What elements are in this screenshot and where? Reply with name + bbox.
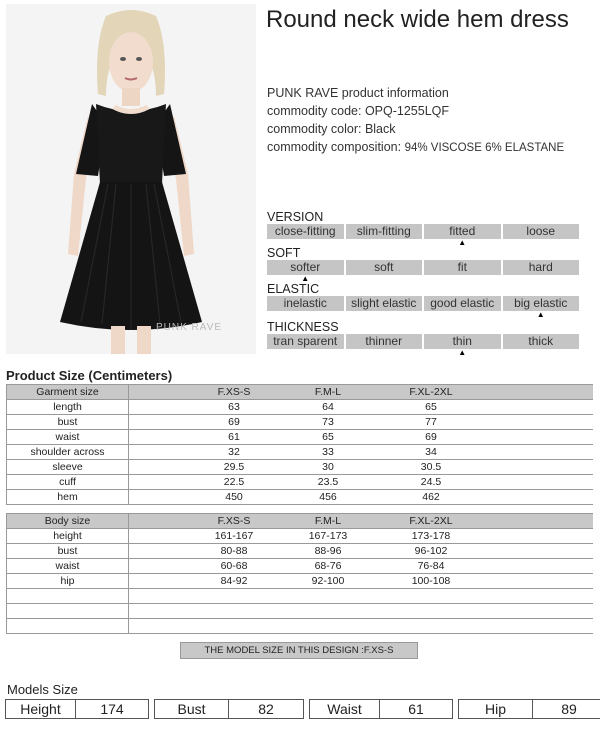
size-cell: 92-100: [311, 575, 345, 587]
product-info: [267, 84, 564, 156]
garment-size-table: [6, 384, 593, 505]
size-cell: 63: [228, 401, 240, 413]
size-cell: 60-68: [220, 560, 248, 572]
attr-option: good elastic: [424, 296, 501, 311]
models-size-key: Bust: [155, 700, 229, 718]
size-cell: 100-108: [411, 575, 451, 587]
size-cell: 462: [422, 491, 440, 503]
models-size-key: Waist: [310, 700, 380, 718]
models-size-hip: [458, 699, 600, 719]
selected-marker-icon: ▲: [458, 238, 467, 247]
marker-slot: [346, 311, 423, 319]
attr-label: VERSION: [267, 210, 324, 224]
row-values: [129, 415, 594, 430]
attr-label: SOFT: [267, 246, 301, 260]
product-size-unit: (Centimeters): [88, 368, 173, 383]
row-values: [129, 490, 594, 505]
models-size-row: [5, 699, 600, 719]
row-label: shoulder across: [7, 445, 129, 460]
brand-line: PUNK RAVE product information: [267, 86, 449, 100]
table-row: [7, 604, 594, 619]
size-cell: 77: [425, 416, 437, 428]
table-row: [7, 559, 594, 574]
product-photo: [6, 4, 256, 354]
row-values: [129, 529, 594, 544]
size-cell: 32: [228, 446, 240, 458]
row-values: [129, 619, 594, 634]
size-cell: 23.5: [317, 476, 339, 488]
attr-thickness: [267, 320, 579, 357]
size-cell: 33: [322, 446, 334, 458]
size-cell: 64: [322, 401, 334, 413]
row-values: [129, 445, 594, 460]
size-cell: 80-88: [220, 545, 248, 557]
row-label: height: [7, 529, 129, 544]
row-values: [129, 574, 594, 589]
models-size-height: [5, 699, 149, 719]
commodity-composition: [267, 138, 564, 156]
size-cell: F.M-L: [314, 386, 342, 398]
models-size-value: 174: [100, 701, 124, 717]
row-label: waist: [7, 559, 129, 574]
models-size-key: Hip: [459, 700, 533, 718]
row-label: bust: [7, 544, 129, 559]
marker-slot: [346, 349, 423, 357]
models-size-value: 89: [561, 701, 577, 717]
size-cell: 167-173: [308, 530, 348, 542]
marker-slot: [267, 349, 344, 357]
attr-version: [267, 210, 579, 247]
size-cell: 65: [425, 401, 437, 413]
attr-marks: [267, 311, 579, 319]
attr-option: slim-fitting: [346, 224, 423, 239]
size-cell: F.XS-S: [217, 386, 251, 398]
attr-option: inelastic: [267, 296, 344, 311]
row-label: [7, 619, 129, 634]
table-row: [7, 574, 594, 589]
row-label: bust: [7, 415, 129, 430]
attr-option: hard: [503, 260, 580, 275]
size-cell: F.XL-2XL: [409, 386, 453, 398]
models-size-key: Height: [6, 700, 76, 718]
model-size-note: THE MODEL SIZE IN THIS DESIGN :F.XS-S: [180, 642, 418, 659]
size-cell: F.M-L: [314, 515, 342, 527]
body-size-table: [6, 513, 593, 634]
size-cell: 69: [425, 431, 437, 443]
row-values: [129, 559, 594, 574]
row-values: [129, 604, 594, 619]
row-label: [7, 589, 129, 604]
row-label: Garment size: [7, 385, 129, 400]
attr-option: tran sparent: [267, 334, 344, 349]
attr-option: slight elastic: [346, 296, 423, 311]
attr-elastic: [267, 282, 579, 319]
row-label: cuff: [7, 475, 129, 490]
row-label: Body size: [7, 514, 129, 529]
size-cell: 88-96: [314, 545, 342, 557]
composition-label: commodity composition:: [267, 140, 402, 154]
attr-option: big elastic: [503, 296, 580, 311]
row-label: waist: [7, 430, 129, 445]
table-row: [7, 460, 594, 475]
attr-soft: [267, 246, 579, 283]
size-cell: 161-167: [214, 530, 254, 542]
attr-option: thinner: [346, 334, 423, 349]
models-size-value: 82: [258, 701, 274, 717]
row-label: [7, 604, 129, 619]
size-cell: 68-76: [314, 560, 342, 572]
selected-marker-icon: ▲: [536, 310, 545, 319]
table-row: [7, 400, 594, 415]
attr-label: THICKNESS: [267, 320, 339, 334]
size-cell: 30.5: [420, 461, 442, 473]
table-row: [7, 475, 594, 490]
table-row: [7, 430, 594, 445]
row-values: [129, 475, 594, 490]
row-values: [129, 589, 594, 604]
size-cell: 61: [228, 431, 240, 443]
attr-option: thick: [503, 334, 580, 349]
row-label: hem: [7, 490, 129, 505]
marker-slot: [267, 311, 344, 319]
row-values: [129, 460, 594, 475]
selected-marker-icon: ▲: [301, 274, 310, 283]
product-size-heading: Product Size: [6, 368, 85, 383]
size-cell: 69: [228, 416, 240, 428]
row-values: [129, 385, 594, 400]
size-cell: 73: [322, 416, 334, 428]
table-row: [7, 445, 594, 460]
models-size-waist: [309, 699, 453, 719]
table-row: [7, 544, 594, 559]
marker-slot: [503, 349, 580, 357]
product-title: Round neck wide hem dress: [266, 6, 569, 33]
size-cell: 173-178: [411, 530, 451, 542]
size-cell: F.XL-2XL: [409, 515, 453, 527]
row-values: [129, 544, 594, 559]
models-size-bust: [154, 699, 304, 719]
attr-option: close-fitting: [267, 224, 344, 239]
models-size-value: 61: [408, 701, 424, 717]
size-cell: 30: [322, 461, 334, 473]
table-row: [7, 415, 594, 430]
size-cell: 450: [225, 491, 243, 503]
row-label: length: [7, 400, 129, 415]
commodity-color: commodity color: Black: [267, 122, 396, 136]
size-cell: 456: [319, 491, 337, 503]
size-cell: F.XS-S: [217, 515, 251, 527]
attr-option: fitted: [424, 224, 501, 239]
selected-marker-icon: ▲: [458, 348, 467, 357]
model-illustration: [6, 4, 256, 354]
models-size-title: Models Size: [7, 682, 78, 697]
table-header-row: [7, 514, 594, 529]
attr-option: fit: [424, 260, 501, 275]
attr-option: soft: [346, 260, 423, 275]
attr-label: ELASTIC: [267, 282, 320, 296]
composition-value: 94% VISCOSE 6% ELASTANE: [404, 142, 565, 154]
attr-option: thin: [424, 334, 501, 349]
commodity-code: commodity code: OPQ-1255LQF: [267, 104, 450, 118]
size-cell: 34: [425, 446, 437, 458]
attr-marks: [267, 349, 579, 357]
size-cell: 65: [322, 431, 334, 443]
size-cell: 76-84: [417, 560, 445, 572]
size-cell: 96-102: [414, 545, 448, 557]
row-label: sleeve: [7, 460, 129, 475]
marker-slot: [424, 311, 501, 319]
attr-option: softer: [267, 260, 344, 275]
table-row: [7, 490, 594, 505]
attr-option: loose: [503, 224, 580, 239]
table-row: [7, 619, 594, 634]
row-values: [129, 514, 594, 529]
size-cell: 29.5: [223, 461, 245, 473]
table-header-row: [7, 385, 594, 400]
table-row: [7, 529, 594, 544]
product-size-title: [6, 368, 172, 383]
photo-watermark: PUNK RAVE: [156, 322, 223, 333]
size-cell: 22.5: [223, 476, 245, 488]
row-label: hip: [7, 574, 129, 589]
row-values: [129, 400, 594, 415]
row-values: [129, 430, 594, 445]
size-cell: 24.5: [420, 476, 442, 488]
table-row: [7, 589, 594, 604]
size-cell: 84-92: [220, 575, 248, 587]
